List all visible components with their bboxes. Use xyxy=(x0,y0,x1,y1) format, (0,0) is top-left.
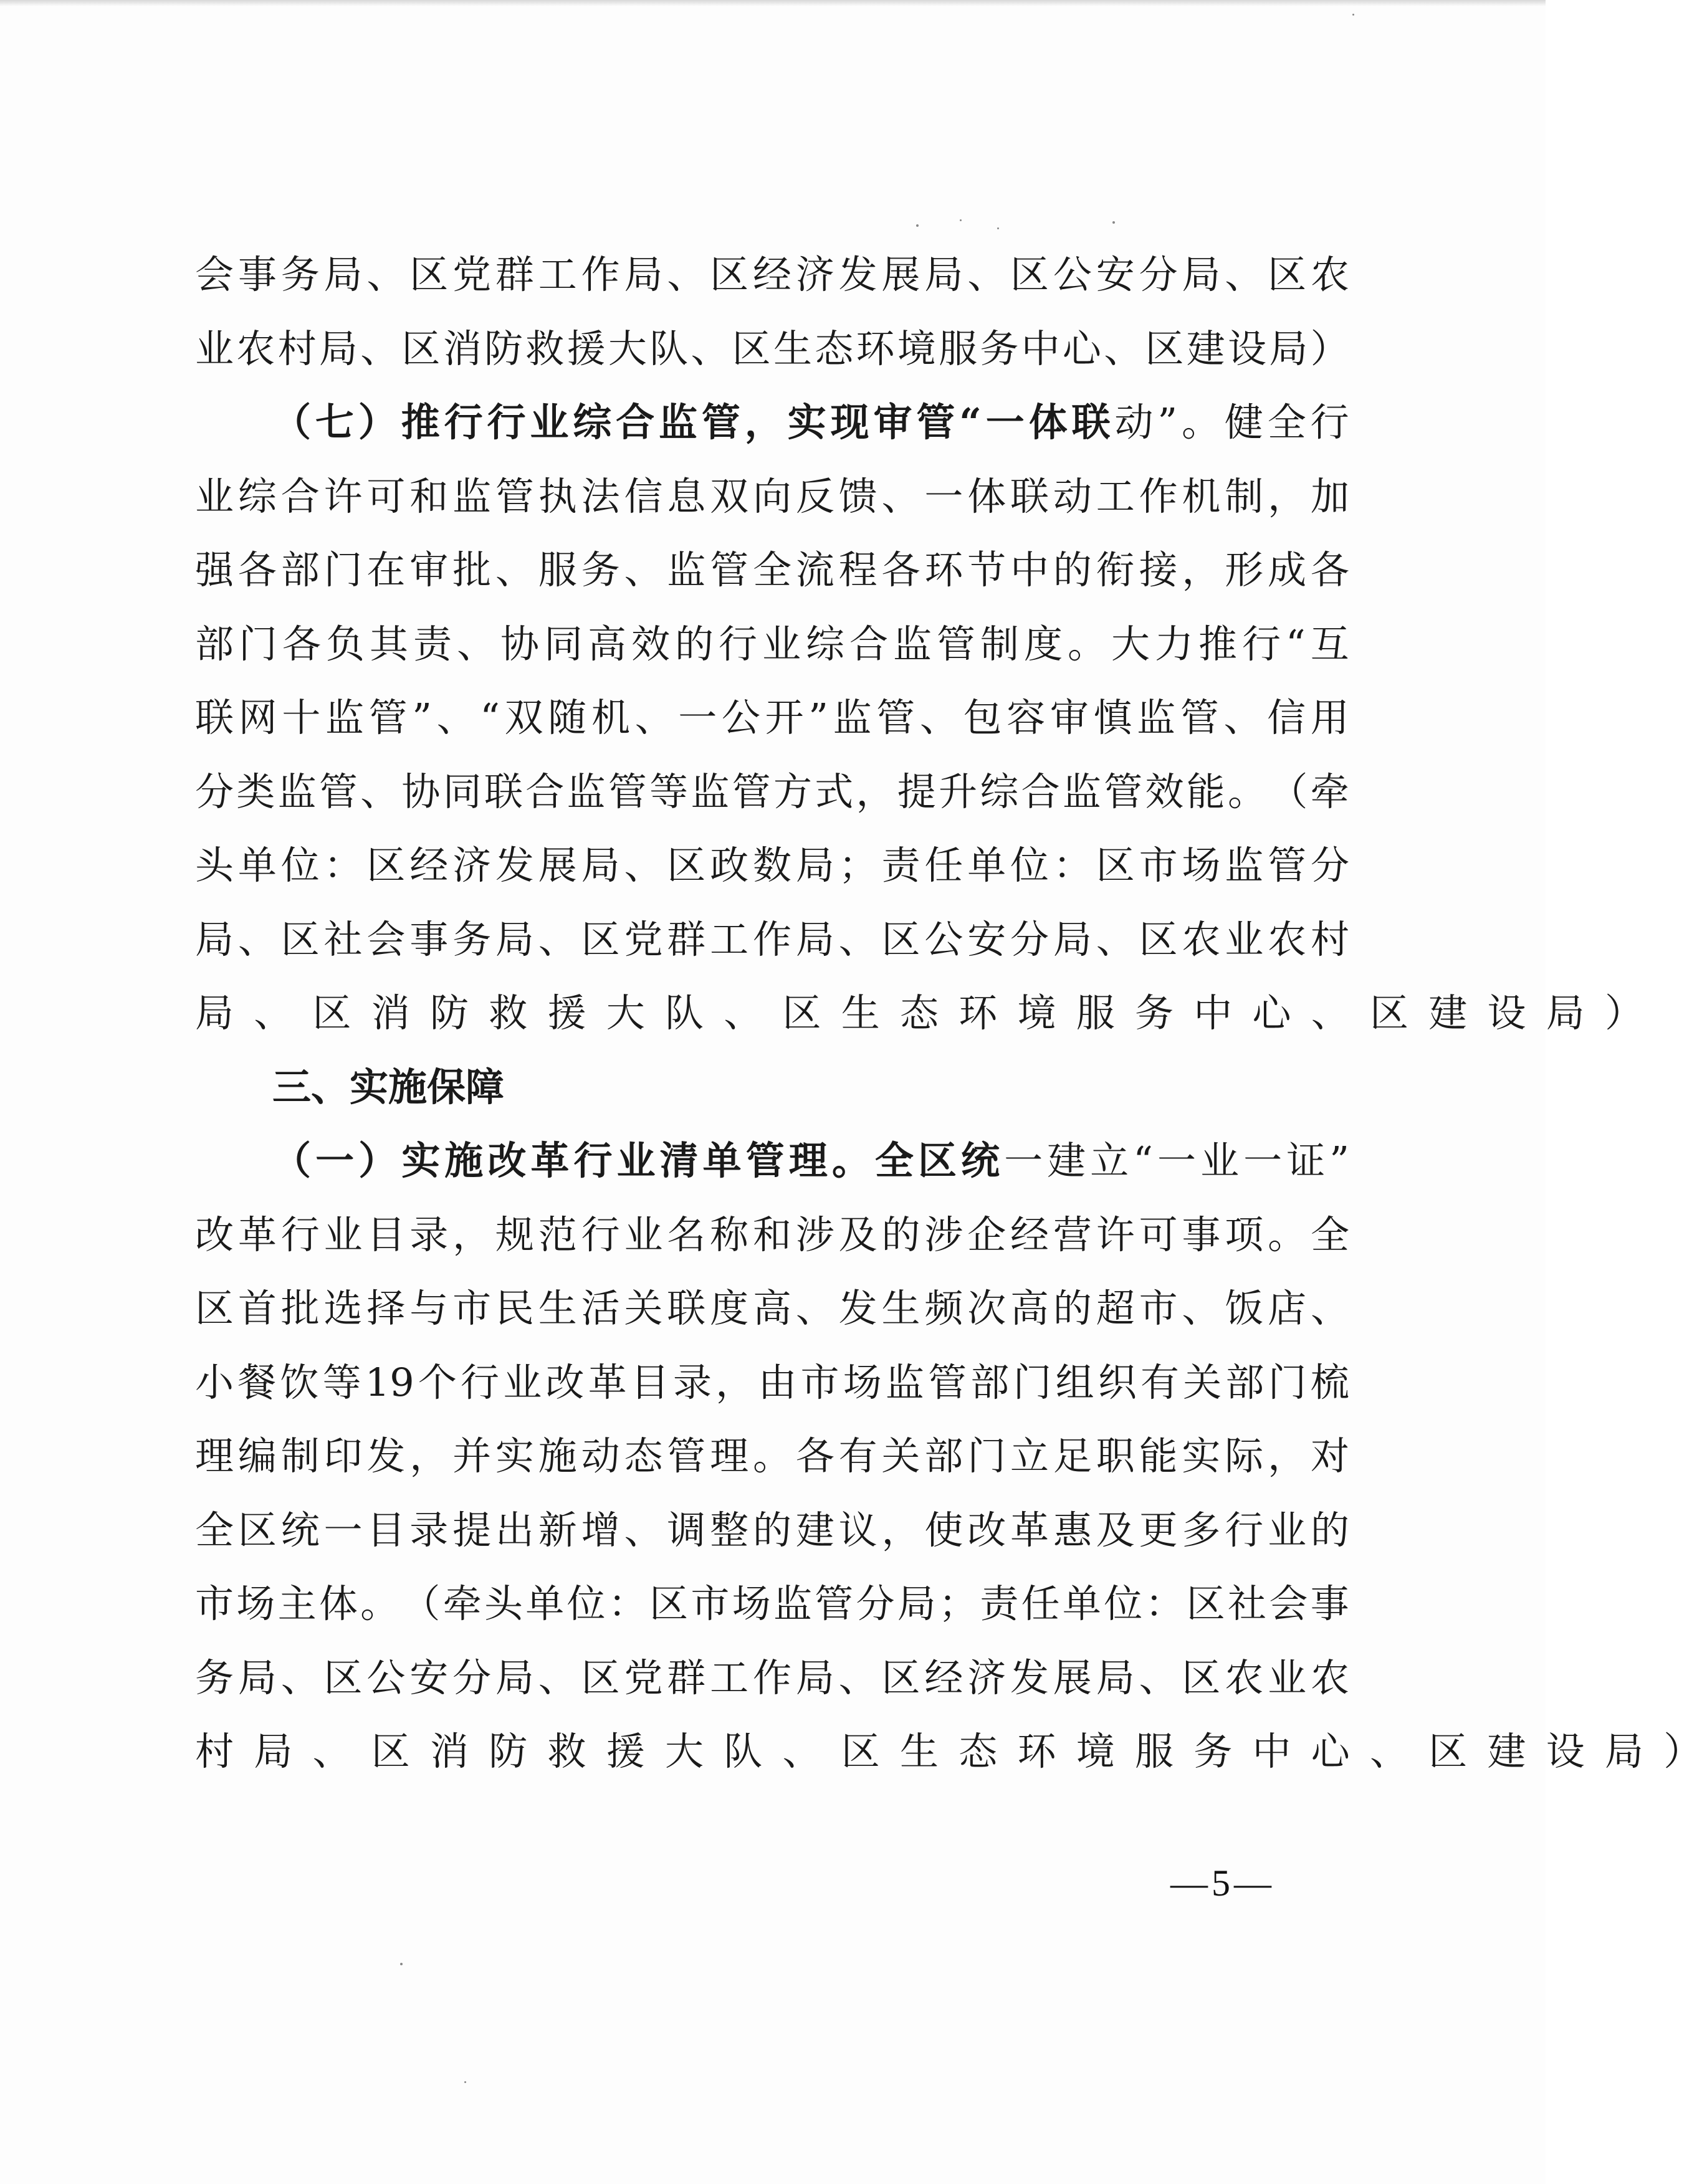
page-number: —5— xyxy=(1170,1862,1275,1904)
text-line: 理 编 制 印 发 ， 并 实 施 动 态 管 理 。 各 有 关 部 门 立 足 职 能 实 际 ， 对 xyxy=(195,1433,1349,1479)
text-line: 村 局 、 区 消 防 救 援 大 队 、 区 生 态 环 境 服 务 中 心 、 区 建 设 局 ） xyxy=(195,1729,1702,1774)
scan-speck xyxy=(400,1963,403,1965)
text-line: 头 单 位 ： 区 经 济 发 展 局 、 区 政 数 局 ； 责 任 单 位 ： 区 市 场 监 管 分 xyxy=(195,842,1349,888)
text-line: 联 网 十 监 管 ” 、 “ 双 随 机 、 一 公 开 ” 监 管 、 包 容 审 慎 监 管 、 信 用 xyxy=(195,695,1349,740)
text-line: 市 场 主 体 。 （ 牵 头 单 位 ： 区 市 场 监 管 分 局 ； 责 任 单 位 ： 区 社 会 事 xyxy=(195,1581,1349,1626)
text-line: 局 、 区 社 会 事 务 局 、 区 党 群 工 作 局 、 区 公 安 分 局 、 区 农 业 农 村 xyxy=(195,916,1349,962)
text-line: 区 首 批 选 择 与 市 民 生 活 关 联 度 高 、 发 生 频 次 高 的 超 市 、 饭 店 、 xyxy=(195,1285,1349,1331)
text-line: 改 革 行 业 目 录 ， 规 范 行 业 名 称 和 涉 及 的 涉 企 经 营 许 可 事 项 。 全 xyxy=(195,1211,1349,1257)
section-heading: 三、实施保障 xyxy=(272,1064,505,1110)
text-line: （ 七 ） 推 行 行 业 综 合 监 管 ， 实 现 审 管 “ 一 体 联 动 ” 。 健 全 行 xyxy=(272,399,1349,445)
text-line: 业 综 合 许 可 和 监 管 执 法 信 息 双 向 反 馈 、 一 体 联 动 工 作 机 制 ， 加 xyxy=(195,473,1349,519)
scan-speck xyxy=(997,227,999,229)
scan-speck xyxy=(1112,221,1115,224)
scan-speck xyxy=(960,219,962,221)
text-line: 务 局 、 区 公 安 分 局 、 区 党 群 工 作 局 、 区 经 济 发 展 局 、 区 农 业 农 xyxy=(195,1654,1349,1700)
scan-speck xyxy=(464,2081,466,2083)
text-line: 强 各 部 门 在 审 批 、 服 务 、 监 管 全 流 程 各 环 节 中 的 衔 接 ， 形 成 各 xyxy=(195,547,1349,593)
text-line: 会 事 务 局 、 区 党 群 工 作 局 、 区 经 济 发 展 局 、 区 公 安 分 局 、 区 农 xyxy=(195,252,1349,297)
scan-top-edge xyxy=(0,0,1546,6)
text-line: 业 农 村 局 、 区 消 防 救 援 大 队 、 区 生 态 环 境 服 务 中 心 、 区 建 设 局 ） xyxy=(195,325,1349,371)
text-line: 分 类 监 管 、 协 同 联 合 监 管 等 监 管 方 式 ， 提 升 综 合 监 管 效 能 。 （ 牵 xyxy=(195,768,1349,814)
body-text xyxy=(195,238,1702,1789)
text-line: 局 、 区 消 防 救 援 大 队 、 区 生 态 环 境 服 务 中 心 、 区 建 设 局 ） xyxy=(195,990,1644,1036)
text-line: （ 一 ） 实 施 改 革 行 业 清 单 管 理 。 全 区 统 一 建 立 “ 一 业 一 证 ” xyxy=(272,1138,1349,1183)
text-line: 部 门 各 负 其 责 、 协 同 高 效 的 行 业 综 合 监 管 制 度 。 大 力 推 行 “ 互 xyxy=(195,621,1349,667)
text-line: 全 区 统 一 目 录 提 出 新 增 、 调 整 的 建 议 ， 使 改 革 惠 及 更 多 行 业 的 xyxy=(195,1507,1349,1553)
text-line: 小 餐 饮 等 19 个 行 业 改 革 目 录 ， 由 市 场 监 管 部 门 组 织 有 关 部 门 梳 xyxy=(195,1359,1349,1405)
scan-speck xyxy=(1352,14,1354,16)
scan-speck xyxy=(916,224,919,227)
